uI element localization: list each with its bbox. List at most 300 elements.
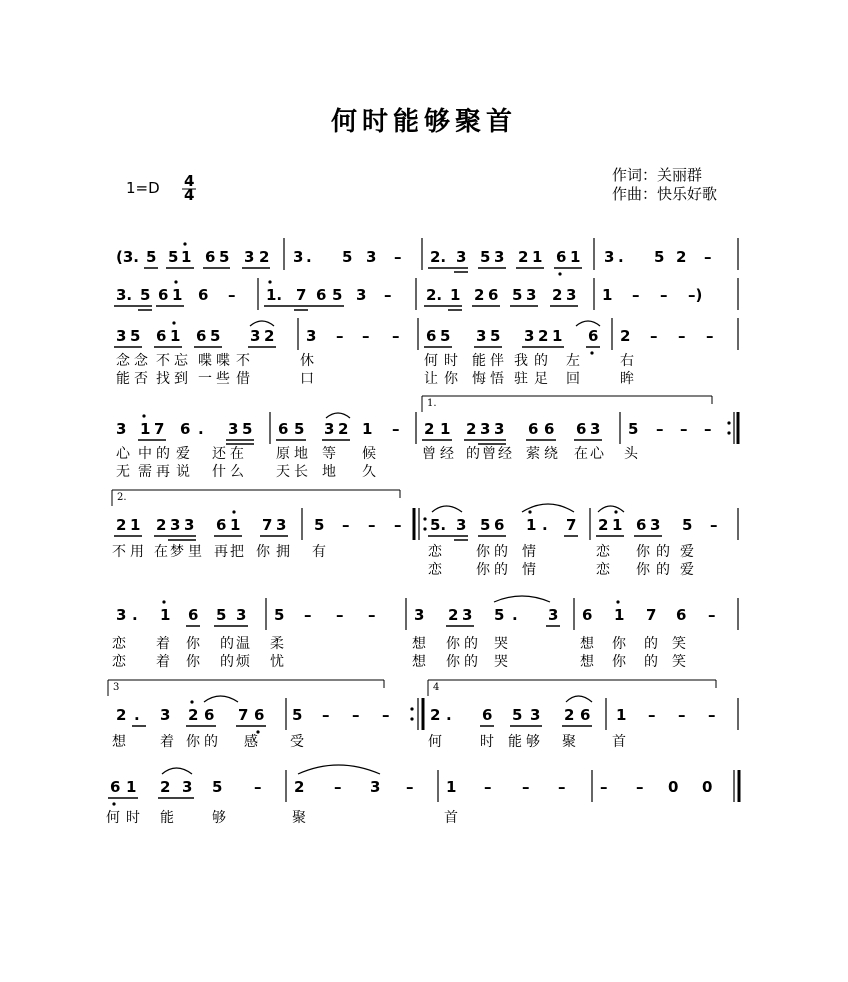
- lyric: 能: [116, 371, 130, 387]
- lyrics-row-6-line-2: [112, 653, 686, 670]
- lyric: 无: [116, 464, 130, 480]
- lyric: 长: [294, 464, 308, 480]
- lyric: 的: [464, 654, 478, 670]
- lyric: 爱: [176, 446, 190, 462]
- note: 3: [356, 286, 367, 304]
- note: 5: [342, 248, 353, 266]
- note: 2.: [430, 248, 447, 266]
- lyric: 首: [444, 810, 458, 826]
- lyric: 能: [472, 353, 486, 369]
- note: 6: [494, 516, 505, 534]
- note: 5: [654, 248, 665, 266]
- lyric: 哭: [494, 636, 508, 652]
- lyric: 念: [116, 353, 130, 369]
- note: 3: [170, 516, 181, 534]
- note: 3: [524, 327, 535, 345]
- lyric: 的: [494, 562, 508, 578]
- note: 7: [566, 516, 577, 534]
- lyric: 悔: [472, 371, 486, 387]
- ending-label: 4: [433, 682, 440, 693]
- lyric: 悟: [490, 371, 504, 387]
- note: 1: [526, 516, 537, 534]
- note: –: [704, 248, 712, 266]
- note: –: [392, 327, 400, 345]
- note: –: [632, 286, 640, 304]
- note: 2: [564, 706, 575, 724]
- note: 3: [236, 606, 247, 624]
- volta-2: [112, 490, 400, 506]
- lyrics-row-3-line-2: [116, 370, 635, 387]
- lyric: 着: [156, 636, 170, 652]
- note: 3: [116, 327, 127, 345]
- note: –: [368, 606, 376, 624]
- note: 3: [566, 286, 577, 304]
- note: 3: [184, 516, 195, 534]
- note: 5: [494, 606, 505, 624]
- note: –: [704, 420, 712, 438]
- lyric: 绕: [544, 446, 558, 462]
- volta-3: [108, 680, 384, 696]
- note: 6: [110, 778, 121, 796]
- lyric: 久: [362, 464, 376, 480]
- lyric: 的: [204, 734, 218, 750]
- note: 1.: [266, 286, 283, 304]
- note: 3: [604, 248, 615, 266]
- lyric: 受: [290, 734, 304, 750]
- lyric: 柔: [270, 636, 284, 652]
- note: 1: [450, 286, 461, 304]
- note: .: [306, 248, 312, 266]
- lyric: 些: [216, 371, 230, 387]
- tie-row-5c: [598, 506, 624, 512]
- tie-row-3b: [576, 321, 600, 326]
- note: 5: [140, 286, 151, 304]
- note: 3: [414, 606, 425, 624]
- note: –: [522, 778, 530, 796]
- lyric: 休: [300, 353, 314, 369]
- note: 5: [294, 420, 305, 438]
- note: –): [688, 286, 703, 304]
- note: –: [636, 778, 644, 796]
- note: 6: [278, 420, 289, 438]
- lyric: 时: [444, 353, 458, 369]
- lyric: 你: [446, 636, 460, 652]
- lyric: 的: [466, 446, 480, 462]
- note: 6: [544, 420, 555, 438]
- ending-label: 2.: [117, 492, 127, 503]
- time-signature-top: 4: [184, 172, 195, 190]
- notes-row-3: [116, 327, 714, 345]
- notes-row-6: [116, 606, 716, 624]
- beams-row-4: [138, 440, 602, 444]
- note: 5: [146, 248, 157, 266]
- key-signature: 1=D: [126, 179, 160, 197]
- lyric: 中: [138, 446, 152, 462]
- notes-row-4: [116, 420, 712, 438]
- note: 2: [116, 516, 127, 534]
- lyric: 到: [174, 371, 188, 387]
- lyric: 否: [134, 371, 148, 387]
- note: –: [394, 248, 402, 266]
- lyric: 驻: [514, 371, 528, 387]
- lyric: 再: [214, 544, 228, 560]
- lyric: 你: [636, 562, 650, 578]
- note: 3: [160, 706, 171, 724]
- notes-row-7: [116, 706, 716, 724]
- dots-row-5: [232, 510, 617, 513]
- lyric: 感: [244, 734, 258, 750]
- note: –: [382, 706, 390, 724]
- note: 5: [219, 248, 230, 266]
- lyric: 你: [444, 371, 458, 387]
- lyric: 你: [636, 544, 650, 560]
- note: 3: [476, 327, 487, 345]
- note: 5: [210, 327, 221, 345]
- staff-row-6: [112, 596, 738, 670]
- note: 6: [204, 706, 215, 724]
- lyric: 的: [534, 353, 548, 369]
- lyrics-row-5-line-1: [112, 543, 694, 560]
- lyric: 经: [498, 446, 512, 462]
- note: 3: [324, 420, 335, 438]
- lyricist-credit: 作词：关丽群: [612, 166, 703, 184]
- note: 5: [314, 516, 325, 534]
- lyric: 的: [656, 544, 670, 560]
- lyric: 不: [112, 544, 126, 560]
- note: 5: [332, 286, 343, 304]
- note: 2: [294, 778, 305, 796]
- note: 5.: [430, 516, 447, 534]
- lyric: 让: [424, 371, 438, 387]
- note: 2: [676, 248, 687, 266]
- note: –: [708, 606, 716, 624]
- note: 1: [616, 706, 627, 724]
- lyric: 的: [656, 562, 670, 578]
- lyric: 的: [156, 446, 170, 462]
- lyric: 何: [106, 810, 120, 826]
- note: .: [132, 606, 138, 624]
- note: –: [680, 420, 688, 438]
- lyrics-row-4-line-1: [116, 445, 639, 462]
- note: .: [512, 606, 518, 624]
- note: 6: [196, 327, 207, 345]
- lyric: 回: [566, 371, 580, 387]
- lyric: 你: [612, 636, 626, 652]
- lyric: 喋: [198, 353, 212, 369]
- note: –: [650, 327, 658, 345]
- lyric: 能: [508, 734, 522, 750]
- lyric: 右: [620, 353, 634, 369]
- note: 1: [126, 778, 137, 796]
- lyric: 的: [494, 544, 508, 560]
- note: 2: [598, 516, 609, 534]
- note: 3: [590, 420, 601, 438]
- lyric: 爱: [680, 544, 694, 560]
- lyric: 忧: [270, 654, 284, 670]
- tie-row-3: [250, 321, 274, 326]
- note: –: [384, 286, 392, 304]
- note: 6: [528, 420, 539, 438]
- lyric: 原: [276, 446, 290, 462]
- note: –: [678, 327, 686, 345]
- lyric: 时: [126, 810, 140, 826]
- lyric: 够: [526, 734, 540, 750]
- note: 7: [238, 706, 249, 724]
- lyric: 我: [514, 353, 528, 369]
- note: 3: [306, 327, 317, 345]
- note: –: [648, 706, 656, 724]
- note: 5: [212, 778, 223, 796]
- ending-label: 1.: [427, 398, 437, 409]
- lyric: 口: [300, 371, 314, 387]
- note: 0: [702, 778, 713, 796]
- note: 3: [370, 778, 381, 796]
- lyric: 你: [612, 654, 626, 670]
- note: 2: [518, 248, 529, 266]
- lyric: 在: [154, 544, 168, 560]
- lyric: 情: [522, 562, 536, 578]
- note: 5: [490, 327, 501, 345]
- note: 6: [576, 420, 587, 438]
- note: 5: [480, 516, 491, 534]
- lyric: 用: [130, 544, 144, 560]
- note: 6: [582, 606, 593, 624]
- note: –: [254, 778, 262, 796]
- lyric: 么: [230, 464, 244, 480]
- note: 3: [182, 778, 193, 796]
- note: –: [656, 420, 664, 438]
- note: 2: [466, 420, 477, 438]
- lyric: 你: [186, 734, 200, 750]
- note: 1: [362, 420, 373, 438]
- note: 2: [424, 420, 435, 438]
- note: 6: [580, 706, 591, 724]
- note: 5: [274, 606, 285, 624]
- note: –: [342, 516, 350, 534]
- note: 3: [276, 516, 287, 534]
- lyric: 头: [624, 446, 638, 462]
- note: –: [706, 327, 714, 345]
- note: –: [352, 706, 360, 724]
- note: 5: [480, 248, 491, 266]
- lyric: 天: [276, 464, 290, 480]
- note: 6: [158, 286, 169, 304]
- lyric: 地: [294, 446, 308, 462]
- note: 3: [456, 516, 467, 534]
- lyrics-row-5-line-2: [428, 561, 694, 578]
- lyric: 想: [412, 636, 426, 652]
- tie-row-7a: [204, 696, 238, 702]
- note: 3: [530, 706, 541, 724]
- note: .: [542, 516, 548, 534]
- beams-row-1: [144, 268, 582, 272]
- lyric: 时: [480, 734, 494, 750]
- note: .: [618, 248, 624, 266]
- note: 2: [188, 706, 199, 724]
- lyric: 够: [212, 810, 226, 826]
- lyric: 伴: [490, 353, 504, 369]
- song-title: 何时能够聚首: [330, 107, 518, 137]
- lyric: 心: [116, 446, 130, 462]
- notes-row-5: [116, 516, 718, 534]
- lyric: 何: [424, 353, 438, 369]
- lyric: 借: [236, 371, 250, 387]
- lyrics-row-6-line-1: [112, 635, 686, 652]
- lyric: 有: [312, 544, 326, 560]
- note: 3: [494, 420, 505, 438]
- volta-1: [422, 396, 712, 412]
- lyric: 笑: [672, 636, 686, 652]
- staff-row-2: [114, 278, 738, 310]
- lyrics-row-3-line-1: [116, 352, 634, 369]
- note: 6: [676, 606, 687, 624]
- lyric: 聚: [562, 734, 576, 750]
- note: 1: [614, 606, 625, 624]
- lyric: 你: [186, 636, 200, 652]
- note: 6: [254, 706, 265, 724]
- lyric: 聚: [292, 810, 306, 826]
- note: 5: [512, 706, 523, 724]
- note: 2: [156, 516, 167, 534]
- lyric: 眸: [620, 371, 634, 387]
- beams-row-5: [114, 536, 662, 540]
- note: 3: [293, 248, 304, 266]
- staff-row-5: [112, 490, 738, 578]
- volta-4: [428, 680, 716, 696]
- lyric: 的: [220, 654, 234, 670]
- lyric: 爱: [680, 562, 694, 578]
- note: 5: [682, 516, 693, 534]
- composer-credit: 作曲：快乐好歌: [612, 185, 718, 203]
- note: 6: [316, 286, 327, 304]
- note: –: [368, 516, 376, 534]
- lyric: 曾: [482, 446, 496, 462]
- note: 3: [650, 516, 661, 534]
- note: 2: [264, 327, 275, 345]
- note: 6: [636, 516, 647, 534]
- lyric: 一: [198, 371, 212, 387]
- lyric: 你: [446, 654, 460, 670]
- note: .: [446, 706, 452, 724]
- lyric: 需: [138, 464, 152, 480]
- notes-row-2: [116, 286, 702, 304]
- note: 1: [446, 778, 457, 796]
- lyric: 你: [476, 544, 490, 560]
- note: 2: [259, 248, 270, 266]
- lyric: 恋: [428, 562, 442, 578]
- note: 6: [488, 286, 499, 304]
- lyric: 等: [322, 446, 336, 462]
- note: 2: [620, 327, 631, 345]
- lyric: 着: [156, 654, 170, 670]
- lyric: 恋: [428, 544, 442, 560]
- dots-row-4: [142, 414, 145, 417]
- note: 3: [250, 327, 261, 345]
- note: 5: [292, 706, 303, 724]
- lyric: 着: [160, 734, 174, 750]
- note: 3: [480, 420, 491, 438]
- note: 3: [526, 286, 537, 304]
- note: 1: [552, 327, 563, 345]
- staff-row-3: [114, 318, 738, 387]
- tie-row-5a: [432, 506, 462, 512]
- note: 2: [552, 286, 563, 304]
- note: –: [710, 516, 718, 534]
- lyric: 经: [440, 446, 454, 462]
- note: 5: [440, 327, 451, 345]
- note: 2: [430, 706, 441, 724]
- lyric: 你: [476, 562, 490, 578]
- lyrics-row-7-line-1: [112, 733, 626, 750]
- note: 1: [160, 606, 171, 624]
- note: 6: [216, 516, 227, 534]
- note: 7: [296, 286, 307, 304]
- note: 3: [366, 248, 377, 266]
- note: 5: [512, 286, 523, 304]
- note: –: [678, 706, 686, 724]
- lyric: 恋: [596, 562, 610, 578]
- note: 0: [668, 778, 679, 796]
- note: 1: [140, 420, 151, 438]
- note: .: [134, 706, 140, 724]
- lyric: 喋: [216, 353, 230, 369]
- lyric: 忘: [174, 353, 188, 369]
- note: 7: [154, 420, 165, 438]
- note: 3: [494, 248, 505, 266]
- note: –: [600, 778, 608, 796]
- note: 1: [602, 286, 613, 304]
- lyric: 把: [230, 544, 244, 560]
- lyric: 哭: [494, 654, 508, 670]
- note: 1: [440, 420, 451, 438]
- staff-row-7: [108, 680, 738, 750]
- note: 2: [474, 286, 485, 304]
- note: 6: [180, 420, 191, 438]
- note: 3: [456, 248, 467, 266]
- lyric: 恋: [112, 636, 126, 652]
- time-signature-bottom: 4: [184, 186, 195, 204]
- note: 1: [170, 327, 181, 345]
- note: –: [558, 778, 566, 796]
- lyric: 念: [134, 353, 148, 369]
- lyric: 情: [522, 544, 536, 560]
- note: 3: [116, 420, 127, 438]
- lyric: 足: [534, 371, 548, 387]
- note: 1: [130, 516, 141, 534]
- note: 5: [216, 606, 227, 624]
- dots-row-2: [174, 280, 271, 283]
- note: 1: [570, 248, 581, 266]
- note: 1: [172, 286, 183, 304]
- lyric: 地: [322, 464, 336, 480]
- lyric: 温: [236, 636, 250, 652]
- note: 3: [116, 606, 127, 624]
- note: –: [406, 778, 414, 796]
- note: 5: [168, 248, 179, 266]
- lyric: 恋: [596, 544, 610, 560]
- lyric: 的: [464, 636, 478, 652]
- note: 2: [116, 706, 127, 724]
- lyric: 的: [644, 636, 658, 652]
- lyric: 笑: [672, 654, 686, 670]
- note: 5: [628, 420, 639, 438]
- lyric: 萦: [526, 446, 540, 462]
- note: 6: [205, 248, 216, 266]
- staff-row-4: [116, 396, 738, 480]
- lyric: 恋: [112, 654, 126, 670]
- lyric: 想: [412, 654, 426, 670]
- note: 3: [244, 248, 255, 266]
